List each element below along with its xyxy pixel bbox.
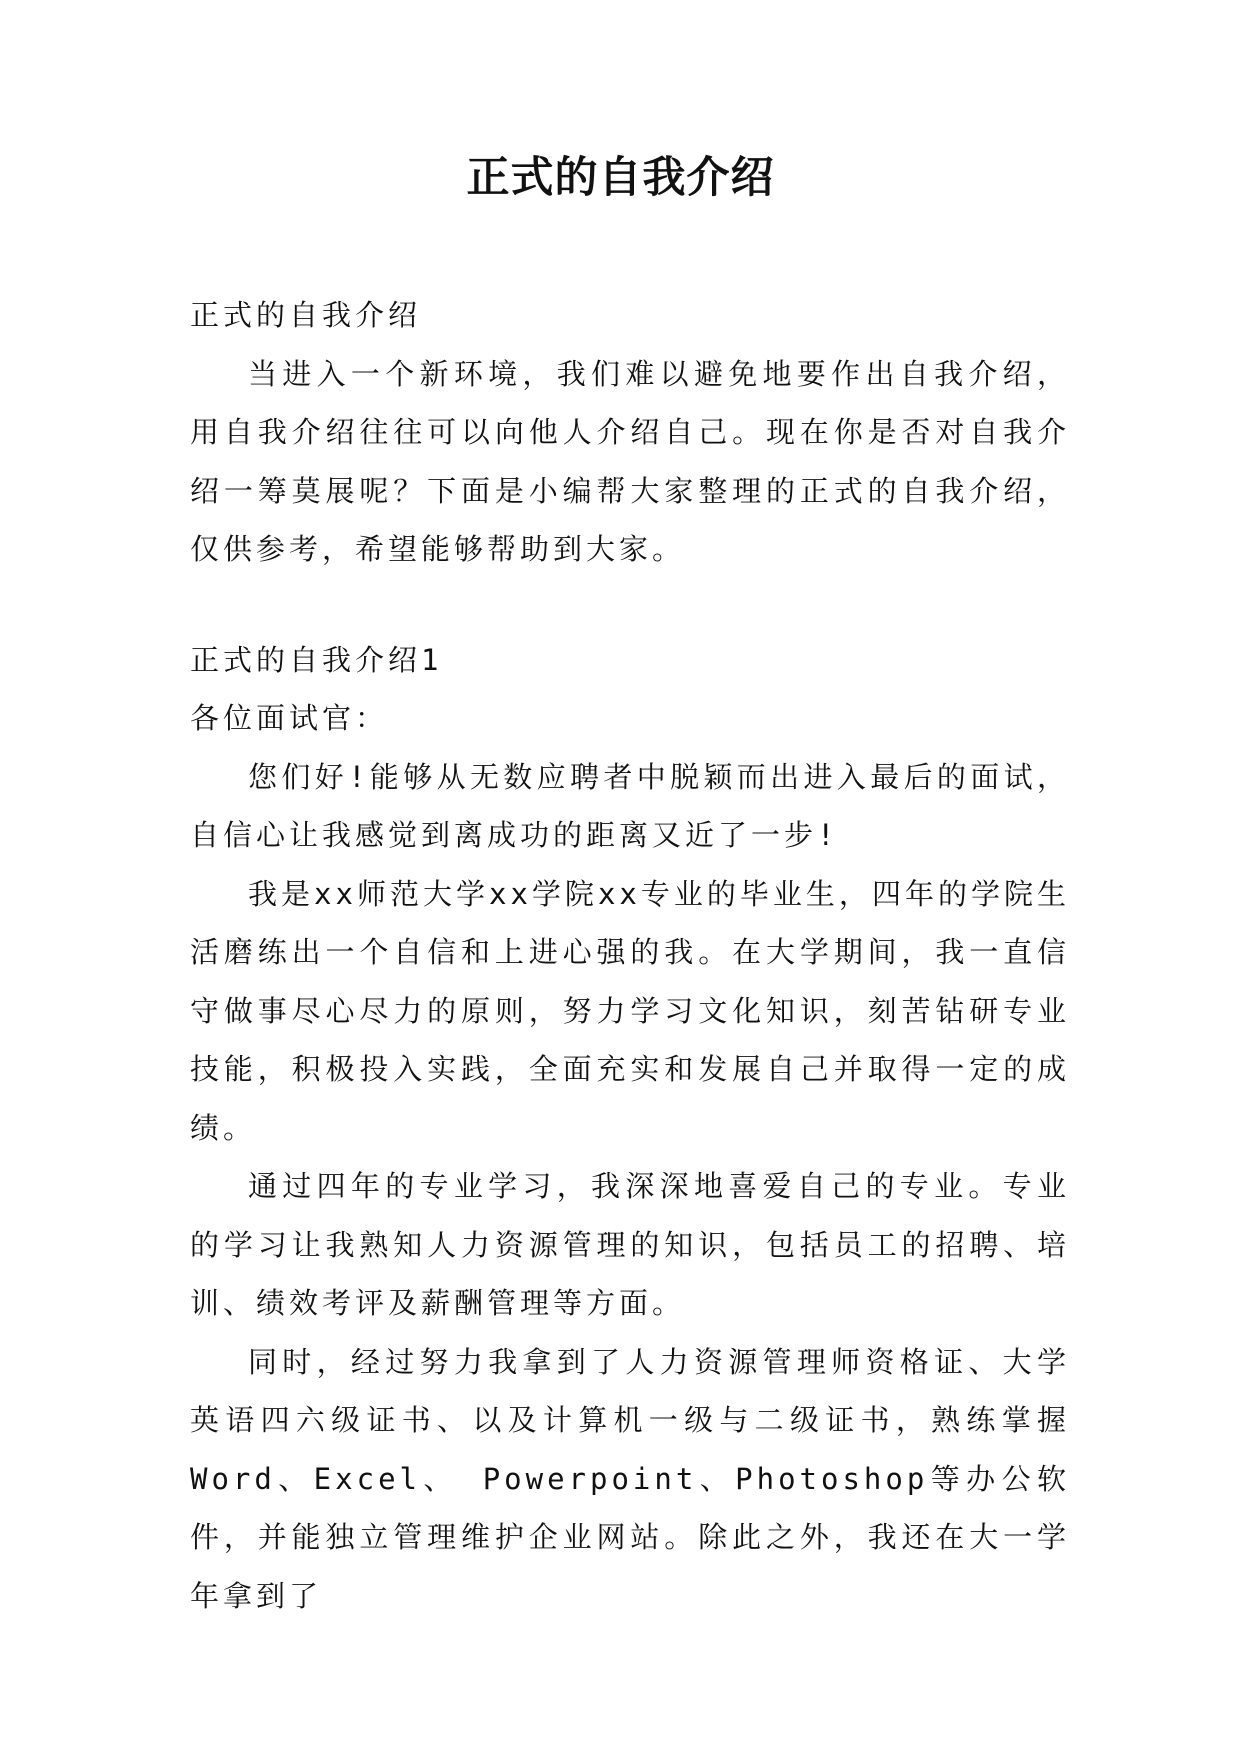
body-paragraph-3: 通过四年的专业学习，我深深地喜爱自己的专业。专业的学习让我熟知人力资源管理的知识，包括员工的招聘、培训、绩效考评及薪酬管理等方面。 xyxy=(190,1169,1070,1320)
body-paragraph-2: 我是xx师范大学xx学院xx专业的毕业生，四年的学院生活磨练出一个自信和上进心强的我。在大学期间，我一直信守做事尽心尽力的原则，努力学习文化知识，刻苦钻研专业技能，积极投入实践，全面充实和发展自己并取得一定的成绩。 xyxy=(190,876,1070,1145)
salutation: 各位面试官： xyxy=(190,701,389,735)
body-paragraph-1: 您们好!能够从无数应聘者中脱颖而出进入最后的面试，自信心让我感觉到离成功的距离又近了一步! xyxy=(190,759,1070,852)
section-title: 正式的自我介绍1 xyxy=(190,642,443,677)
document-heading: 正式的自我介绍 xyxy=(190,298,422,332)
document-title: 正式的自我介绍 xyxy=(466,153,775,203)
section-spacer xyxy=(190,579,1070,631)
intro-paragraph: 当进入一个新环境，我们难以避免地要作出自我介绍，用自我介绍往往可以向他人介绍自己。现在你是否对自我介绍一筹莫展呢？下面是小编帮大家整理的正式的自我介绍，仅供参考，希望能够帮助到大家。 xyxy=(190,356,1070,566)
body-paragraph-4: 同时，经过努力我拿到了人力资源管理师资格证、大学英语四六级证书、以及计算机一级与二级证书，熟练掌握Word、Excel、 Powerpoint、Photoshop等办公软件，并能独立管理维护企业网站。除此之外，我还在大一学年拿到了 xyxy=(190,1344,1070,1613)
document-body xyxy=(190,286,1070,1625)
